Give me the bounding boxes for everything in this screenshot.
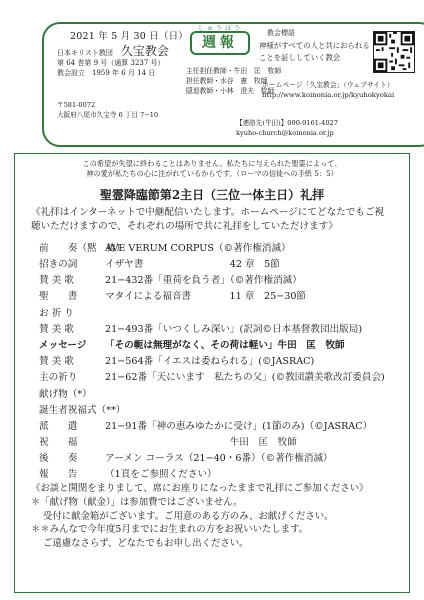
service-order-text: アーメン コーラス（21−40・6番）（©著作権消滅） [105,453,333,465]
service-order-label: 聖 書 [39,291,78,303]
qr-code-icon[interactable] [373,31,415,73]
closing-note: ＊＊みんなで今年度5月までにお生まれの方をお祝いいたします。 [31,524,309,536]
service-order-text: 21−493番「いつくしみ深い」(訳詞©日本基督教団出版局) [105,323,363,335]
service-order-label: 賛 美 歌 [39,323,74,335]
service-order-label: 招きの詞 [39,259,78,271]
service-order-row [39,270,393,286]
closing-note: ＊「献げ物（献金）」は参加費ではございません。 [31,497,243,509]
service-order-text: マタイによる福音書 11 章 25−30節 [105,291,307,303]
worship-service-section [14,153,410,593]
broadcast-notice: 《礼拝はインターネットで中継配信いたします。ホームページにてどなたでもご視聴いただけますので、それぞれの場所で共に礼拝をしていただけます》 [31,206,385,233]
service-title: 聖霊降臨節第2主日（三位一体主日）礼拝 [99,187,325,202]
service-order-text: 21−432番「重荷を負う者」（©著作権消滅） [105,275,302,287]
bulletin-date: 2021 年 5 月 30 日（日） [70,31,189,42]
contact-email-link[interactable]: kyuho-church@koinonia.or.jp [236,128,334,137]
service-order-label: お 祈 り [39,307,74,319]
service-order-row [39,238,393,254]
street-address: 大阪府八尾市久宝寺 6 丁目 7−10 [57,110,159,119]
service-order-label: 前 奏（黙 祷） [39,242,126,254]
closing-note: ご遠慮なさらず、どなたでもお申し出ください。 [43,537,249,549]
closing-notes [31,482,393,550]
service-order-text: 「その軛は無理がなく、その荷は軽い」牛田 匡 牧師 [105,339,345,351]
service-order-label: 賛 美 歌 [39,275,74,287]
service-order-row [39,286,393,302]
homepage-info [262,80,394,100]
motto-tag: 教会標語 [267,29,295,37]
service-order-row [39,302,393,318]
service-order-label: 主の祈り [39,372,78,384]
service-order-row [39,254,393,270]
staff-item: 隠退教師・小林 澄夫 牧師 [186,86,275,95]
service-order-row [39,367,393,383]
service-order-text: （1頁をご参照ください） [105,469,217,481]
order-of-service [39,238,393,481]
church-info [57,43,169,78]
closing-note: 受付に献金箱がございます。ご用意のある方のみ、お献げください。 [43,510,334,522]
service-order-text: 21−564番「イエスは委ねられる」(©JASRAC) [105,356,315,368]
church-denomination: 日本キリスト教団 [57,49,113,57]
church-name: 久宝教会 [120,44,169,58]
verse-line: 神の愛が私たちの心に注がれているからです。（ローマの信徒への手紙 5：5） [86,169,338,179]
service-order-label: 誕生者祝福式（**） [39,404,126,416]
service-order-row [39,319,393,335]
shuho-ruby: しゅうほう [198,25,244,32]
service-order-row [39,335,393,351]
service-order-row [39,432,393,448]
homepage-label: ホームページ「久宝教会」（ウェブサイト） [262,81,394,89]
bulletin-header [12,10,412,150]
contact-phone: 【連絡先(牛田)】090-9161-4027 [236,119,338,127]
staff-item: 担任教師・水谷 憲 牧師 [186,76,268,85]
contact-info [236,119,338,138]
service-order-label: メッセージ [39,339,87,351]
scripture-verse [15,159,409,180]
closing-note: 《お談と開閉をまりまして、席にお座りになったままで礼拝にご参加ください》 [31,483,369,495]
staff-item: 主任担任教師・牛田 匡 牧師 [186,67,282,75]
service-order-text: イザヤ書 42 章 5節 [105,259,280,271]
service-order-text: 21−91番「神の恵みゆたかに受け」(1節のみ)（©JASRAC） [105,420,373,432]
founded-line: 教会設立 1959 年 6 月 14 日 [57,68,156,77]
service-order-row [39,400,393,416]
service-order-text: 牛田 匡 牧師 [105,437,297,449]
service-order-label: 祝 福 [39,437,78,449]
service-order-row [39,416,393,432]
homepage-url-link[interactable]: http://www.koinonia.or.jp/kyuhokyokai [262,91,395,100]
service-order-label: 賛 美 歌 [39,356,74,368]
service-order-row [39,383,393,399]
verse-line: この希望が失望に終わることはありません。私たちに与えられた聖霊によって、 [82,159,342,168]
service-order-row [39,464,393,480]
issue-line: 第 64 巻第 9 号（通算 3237 号） [57,59,165,68]
service-order-label: 派 遣 [39,420,78,432]
service-order-label: 後 奏 [39,453,78,465]
service-order-row [39,351,393,367]
church-address [57,101,158,120]
service-order-text: AVE VERUM CORPUS（©著作権消滅） [105,242,291,254]
church-name-line [57,43,169,59]
service-order-text: 21−62番「天にいます 私たちの父」(©教団讃美歌改訂委員会) [105,372,385,384]
postal-code: 〒581-0072 [57,101,96,109]
shuho-logo: 週報 [190,31,250,55]
service-order-label: 報 告 [39,469,78,481]
service-order-label: 献げ物（*） [39,388,92,400]
service-order-row [39,448,393,464]
church-motto: 神様がすべての人と共におられることを証ししていく教会 [259,41,370,63]
